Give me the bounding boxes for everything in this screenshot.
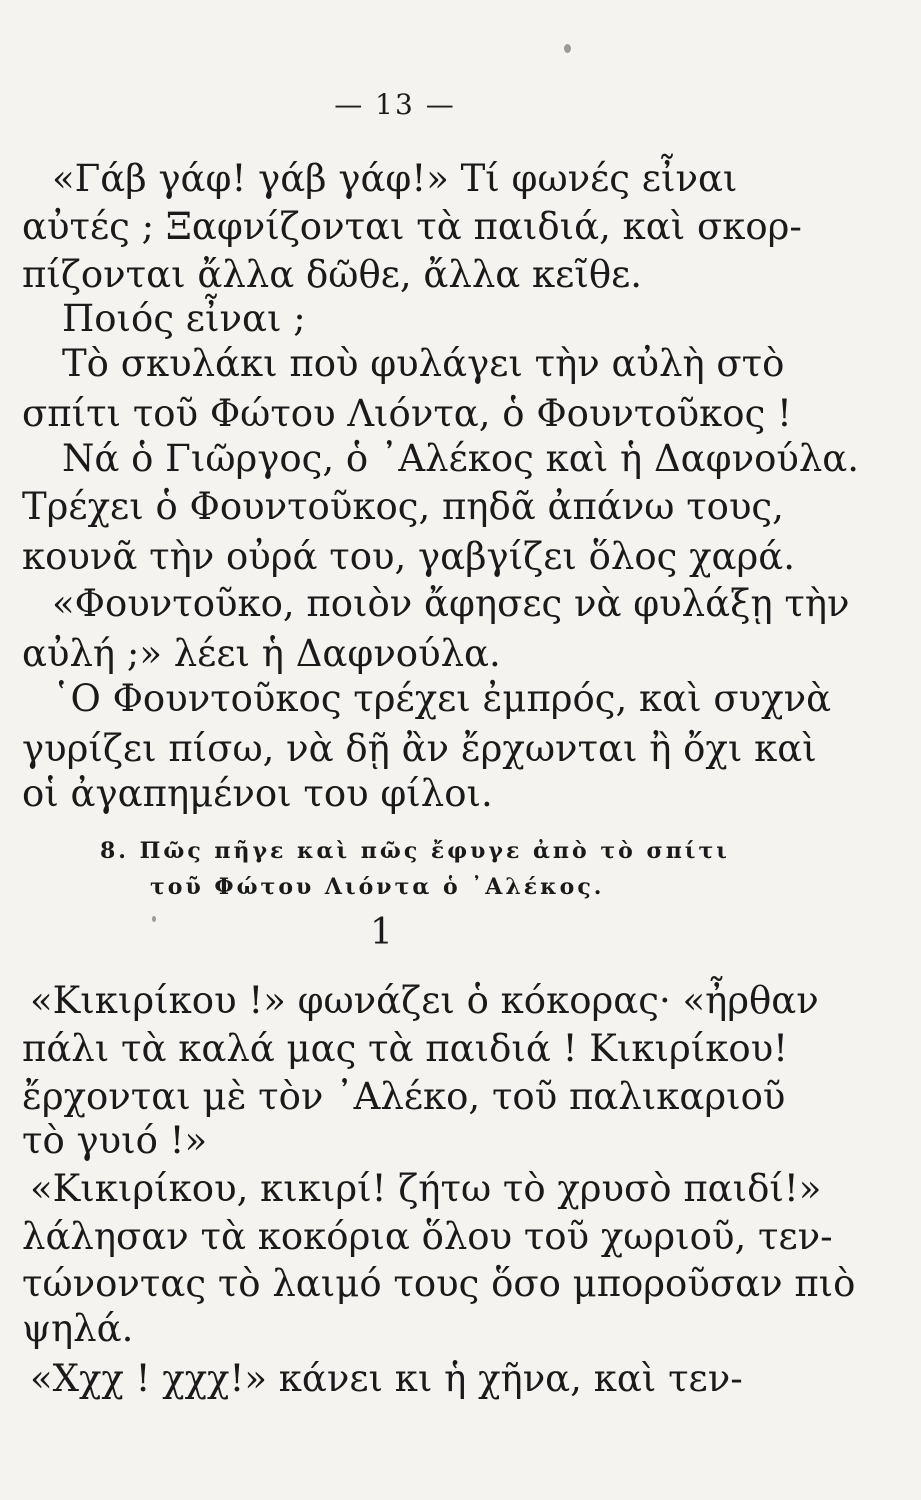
paper-speck bbox=[152, 916, 156, 922]
text-line-12: ῾Ο Φουντοῦκος τρέχει ἐμπρός, καὶ συχνὰ bbox=[52, 677, 832, 720]
section-number: 1 bbox=[370, 912, 393, 953]
section-heading-line-1: 8. Πῶς πῆγε καὶ πῶς ἔφυγε ἀπὸ τὸ σπίτι bbox=[100, 838, 730, 864]
text-line-10: «Φουντοῦκο, ποιὸν ἄφησες νὰ φυλάξῃ τὴν bbox=[52, 582, 850, 625]
text-line-16: πάλι τὰ καλά μας τὰ παιδιά ! Κικιρίκου! bbox=[22, 1027, 789, 1070]
page-number: — 13 — bbox=[334, 88, 456, 121]
text-line-5: Τὸ σκυλάκι ποὺ φυλάγει τὴν αὐλὴ στὸ bbox=[62, 342, 785, 385]
text-line-13: γυρίζει πίσω, νὰ δῇ ἂν ἔρχωνται ἢ ὄχι καὶ bbox=[22, 727, 817, 770]
text-line-20: λάλησαν τὰ κοκόρια ὅλου τοῦ χωριοῦ, τεν- bbox=[22, 1215, 833, 1258]
text-line-8: Τρέχει ὁ Φουντοῦκος, πηδᾶ ἀπάνω τους, bbox=[22, 485, 784, 528]
text-line-17: ἔρχονται μὲ τὸν ᾿Αλέκο, τοῦ παλικαριοῦ bbox=[22, 1075, 786, 1118]
text-line-3: πίζονται ἄλλα δῶθε, ἄλλα κεῖθε. bbox=[22, 253, 643, 296]
text-line-14: οἱ ἀγαπημένοι του φίλοι. bbox=[22, 772, 493, 815]
text-line-23: «Χχχ ! χχχ!» κάνει κι ἡ χῆνα, καὶ τεν- bbox=[30, 1357, 743, 1400]
text-line-4: Ποιός εἶναι ; bbox=[62, 297, 306, 340]
text-line-19: «Κικιρίκου, κικιρί! ζήτω τὸ χρυσὸ παιδί!» bbox=[30, 1167, 822, 1210]
paper-speck bbox=[564, 44, 571, 53]
text-line-7: Νά ὁ Γιῶργος, ὁ ᾿Αλέκος καὶ ἡ Δαφνούλα. bbox=[62, 437, 860, 480]
section-heading-line-2: τοῦ Φώτου Λιόντα ὁ ᾿Αλέκος. bbox=[150, 874, 605, 900]
text-line-18: τὸ γυιό !» bbox=[22, 1119, 208, 1162]
text-line-2: αὐτές ; Ξαφνίζονται τὰ παιδιά, καὶ σκορ- bbox=[22, 205, 802, 248]
text-line-15: «Κικιρίκου !» φωνάζει ὁ κόκορας· «ἦρθαν bbox=[30, 979, 819, 1022]
text-line-6: σπίτι τοῦ Φώτου Λιόντα, ὁ Φουντοῦκος ! bbox=[22, 392, 792, 435]
text-line-9: κουνᾶ τὴν οὐρά του, γαβγίζει ὅλος χαρά. bbox=[22, 535, 796, 578]
text-line-1: «Γάβ γάφ! γάβ γάφ!» Τί φωνές εἶναι bbox=[52, 157, 738, 200]
text-line-22: ψηλά. bbox=[22, 1307, 134, 1350]
text-line-21: τώνοντας τὸ λαιμό τους ὅσο μποροῦσαν πιὸ bbox=[22, 1262, 856, 1305]
text-line-11: αὐλή ;» λέει ἡ Δαφνούλα. bbox=[22, 632, 501, 675]
